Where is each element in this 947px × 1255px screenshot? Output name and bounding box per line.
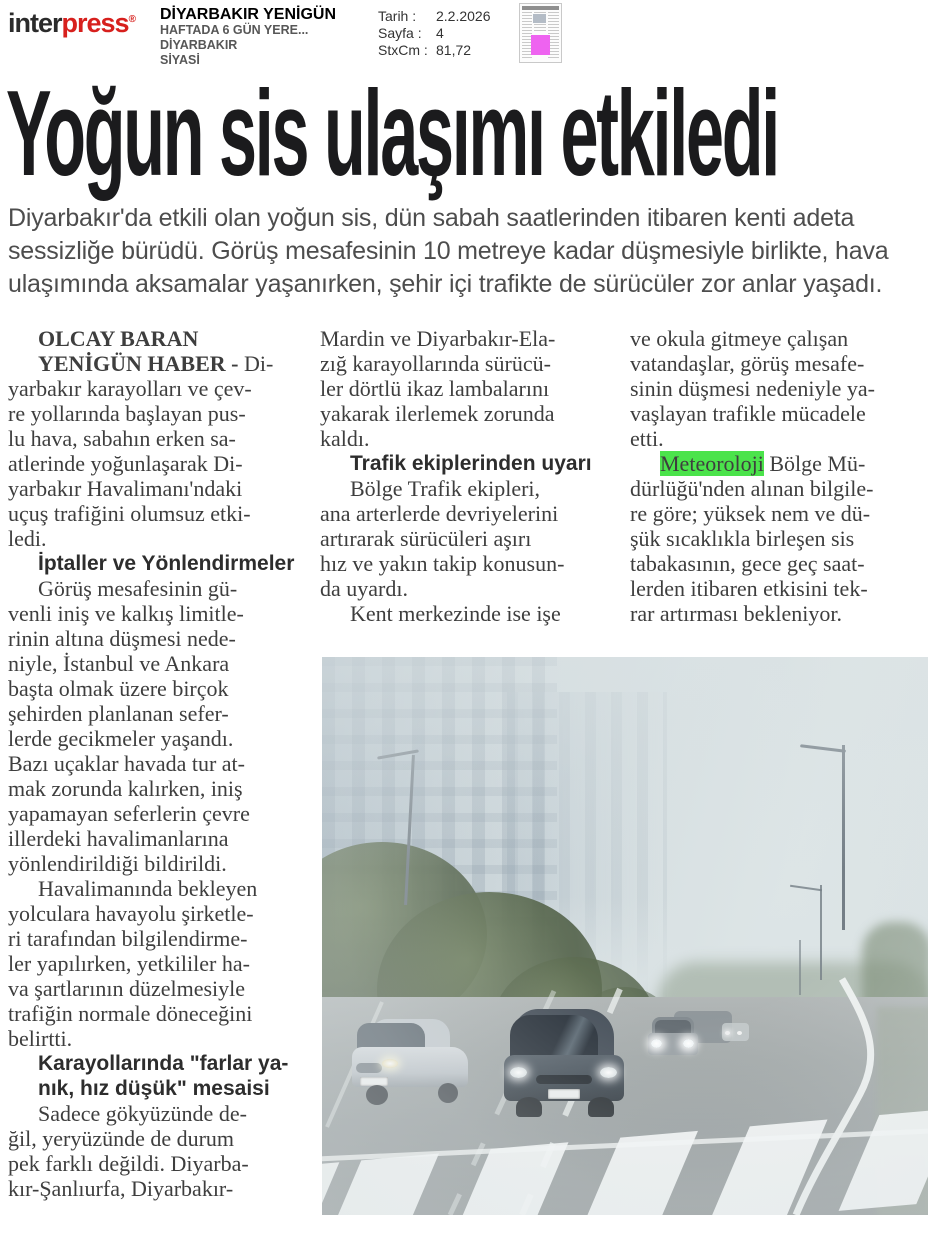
article-line: tabakasının, gece geç saat-	[630, 551, 865, 576]
metadata-value: 4	[436, 25, 444, 41]
subheading-line: nık, hız düşük" mesaisi	[38, 1077, 270, 1100]
article-line: trafiğin normale döneceğini	[8, 1001, 253, 1026]
wheel	[366, 1085, 388, 1105]
thumbnail-photo-block	[533, 14, 546, 23]
highlighted-term: Meteoroloji	[660, 451, 764, 476]
article-line: ler yapılırken, yetkililer ha-	[8, 951, 250, 976]
crosswalk-stripe	[322, 1162, 339, 1215]
headlight	[725, 1031, 730, 1035]
article-line: başta olmak üzere birçok	[8, 676, 229, 701]
metadata-row	[378, 42, 491, 59]
page-thumbnail	[519, 3, 562, 63]
article-line: atlerinde yoğunlaşarak Di-	[8, 451, 243, 476]
article-line: rinin altına düşmesi nede-	[8, 626, 236, 651]
article-line: va şartlarının düzelmesiyle	[8, 976, 246, 1001]
lede-line: ulaşımında aksamalar yaşanırken, şehir içi trafikte de sürücüler zor anlar yaşadı.	[8, 270, 883, 298]
subheading-line: Karayollarında "farlar ya-	[38, 1052, 289, 1075]
article-line: YENİGÜN HABER - Di-	[38, 351, 274, 376]
article-line: Havalimanında bekleyen	[38, 876, 258, 901]
article-line: artırarak sürücüleri aşırı	[320, 526, 532, 551]
article-line: hız ve yakın takip konusun-	[320, 551, 565, 576]
lede-line: Diyarbakır'da etkili olan yoğun sis, dün sabah saatlerinden itibaren kenti adeta	[8, 204, 855, 232]
metadata-label: StxCm :	[378, 42, 428, 58]
article-line: lu hava, sabahın erken sa-	[8, 426, 236, 451]
article-line: yarbakır Havalimanı'ndaki	[8, 476, 243, 501]
sedan-windows	[357, 1023, 425, 1049]
article-line: dürlüğü'nden alınan bilgile-	[630, 476, 874, 501]
article-lede	[8, 202, 888, 301]
subheading-line: İptaller ve Yönlendirmeler	[38, 552, 295, 575]
street-lamp-pole	[799, 940, 801, 995]
article-line: belirtti.	[8, 1026, 73, 1051]
metadata-row	[378, 8, 491, 25]
publication-category: SİYASİ	[160, 53, 200, 67]
lede-line: sessizliğe bürüdü. Görüş mesafesinin 10 metreye kadar düşmesiyle birlikte, hava	[8, 237, 889, 265]
logo-inter: inter	[8, 8, 62, 38]
article-line: venli iniş ve kalkış limitle-	[8, 601, 244, 626]
article-headline: Yoğun sis ulaşımı etkiledi	[6, 65, 778, 201]
article-line: OLCAY BARAN	[38, 326, 199, 351]
thumbnail-headline-bar	[522, 6, 559, 10]
article-line: etti.	[630, 426, 664, 451]
publication-frequency: HAFTADA 6 GÜN YERE...	[160, 23, 309, 37]
article-line: ri tarafından bilgilendirme-	[8, 926, 248, 951]
publication-info	[160, 6, 336, 68]
article-line: ana arterlerde devriyelerini	[320, 501, 559, 526]
article-line: Meteoroloji Bölge Mü-	[660, 451, 866, 476]
street-lamp-pole	[820, 885, 822, 980]
article-line: re yollarında başlayan pus-	[8, 401, 246, 426]
article-photo-foggy-street	[322, 657, 928, 1215]
article-line: şük sıcaklıkla birleşen sis	[630, 526, 855, 551]
article-line: yarbakır karayolları ve çev-	[8, 376, 252, 401]
article-line: ledi.	[8, 526, 47, 551]
article-line: ler dörtlü ikaz lambalarını	[320, 376, 550, 401]
article-line: yapamayan seferlerin çevre	[8, 801, 250, 826]
article-line: Görüş mesafesinin gü-	[38, 576, 238, 601]
article-column-1	[8, 326, 314, 1201]
headlight	[651, 1039, 662, 1048]
article-line: yolculara havayolu şirketle-	[8, 901, 254, 926]
article-line: da uyardı.	[320, 576, 408, 601]
article-line: vatandaşlar, görüş mesafe-	[630, 351, 865, 376]
article-line: zığ karayollarında sürücü-	[320, 351, 551, 376]
dark-hatchback	[504, 1009, 624, 1117]
wheel	[588, 1097, 614, 1117]
thumbnail-clipping-highlight	[531, 35, 550, 55]
article-line: ve okula gitmeye çalışan	[630, 326, 849, 351]
article-line: niyle, İstanbul ve Ankara	[8, 651, 230, 676]
article-line: yakarak ilerlemek zorunda	[320, 401, 555, 426]
article-column-3	[630, 326, 944, 626]
crosswalk-stripe	[322, 1154, 439, 1215]
article-line: Bölge Trafik ekipleri,	[350, 476, 541, 501]
sedan-grille	[356, 1063, 382, 1073]
wheel	[516, 1097, 542, 1117]
article-line: illerdeki havalimanlarına	[8, 826, 229, 851]
article-line: sinin düşmesi nedeniyle ya-	[630, 376, 876, 401]
suv-with-headlights	[648, 1017, 698, 1061]
crosswalk-stripe	[709, 1120, 827, 1215]
article-line: lerde gecikmeler yaşandı.	[8, 726, 234, 751]
headlight	[600, 1067, 617, 1078]
article-line: mak zorunda kalırken, iniş	[8, 776, 243, 801]
article-line: uçuş trafiğini olumsuz etki-	[8, 501, 251, 526]
metadata-value: 2.2.2026	[436, 8, 491, 24]
headlight	[382, 1059, 398, 1068]
hatchback-windshield	[510, 1015, 598, 1057]
article-line: vaşlayan trafikle mücadele	[630, 401, 866, 426]
far-car	[722, 1023, 749, 1041]
street-lamp-pole	[842, 745, 845, 930]
article-line: Kent merkezinde ise işe	[350, 601, 561, 626]
article-line: şehirden planlanan sefer-	[8, 701, 229, 726]
metadata-value: 81,72	[436, 42, 472, 58]
article-line: re göre; yüksek nem ve dü-	[630, 501, 871, 526]
article-line: Mardin ve Diyarbakır-Ela-	[320, 326, 556, 351]
article-line: lerden itibaren etkisini tek-	[630, 576, 868, 601]
silver-sedan	[352, 1019, 468, 1105]
article-line: rar artırması bekleniyor.	[630, 601, 842, 626]
logo-press: press	[61, 8, 129, 38]
crosswalk-stripe	[450, 1142, 568, 1215]
article-line: kır-Şanlıurfa, Diyarbakır-	[8, 1176, 234, 1201]
headlight	[510, 1067, 527, 1078]
metadata-row	[378, 25, 491, 42]
article-line: ğil, yeryüzünde de durum	[8, 1126, 235, 1151]
metadata-label: Sayfa :	[378, 25, 422, 41]
headlight	[683, 1039, 694, 1048]
article-line: Bazı uçaklar havada tur at-	[8, 751, 245, 776]
publication-city: DİYARBAKIR	[160, 38, 238, 52]
hatchback-grille	[536, 1075, 592, 1084]
article-line: pek farklı değildi. Diyarba-	[8, 1151, 249, 1176]
publication-name: DİYARBAKIR YENİGÜN	[160, 6, 337, 23]
clipping-metadata	[378, 8, 491, 59]
article-line: Sadece gökyüzünde de-	[38, 1101, 247, 1126]
article-column-2	[320, 326, 626, 626]
crosswalk-stripe	[839, 1108, 928, 1211]
article-line: kaldı.	[320, 426, 370, 451]
license-plate	[548, 1089, 580, 1099]
suv-windshield	[655, 1020, 691, 1033]
article-line: yönlendirildiği bildirildi.	[8, 851, 227, 876]
interpress-logo	[8, 8, 135, 39]
crosswalk-stripe	[580, 1131, 698, 1215]
wheel	[438, 1083, 458, 1103]
registered-mark: ®	[128, 14, 135, 25]
metadata-label: Tarih :	[378, 8, 417, 24]
subheading-line: Trafik ekiplerinden uyarı	[350, 452, 592, 475]
